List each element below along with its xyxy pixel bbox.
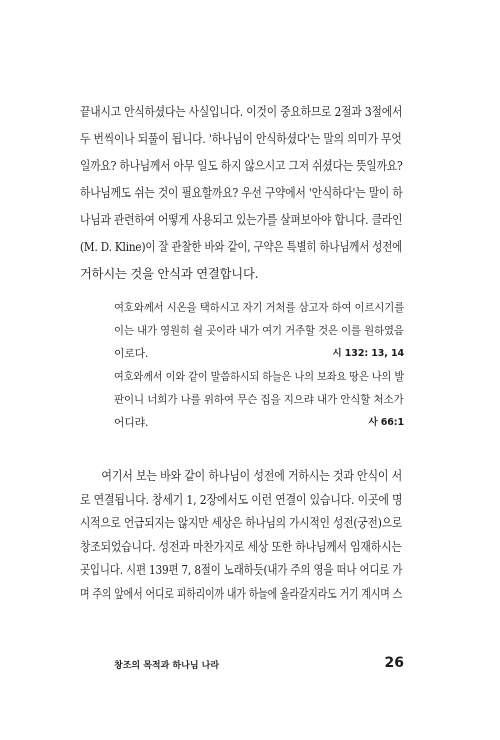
quote-line: 이는 내가 영원히 쉴 곳이라 내가 여기 거주할 것은 이를 원하였음: [114, 324, 404, 337]
quote-line-text: 어디랴.: [114, 416, 149, 429]
page-number: 26: [384, 655, 404, 671]
quote-line: [114, 411, 404, 434]
scripture-reference: 사 66:1: [368, 417, 404, 428]
text-line: 여기서 보는 바와 같이 하나님이 성전에 거하시는 것과 안식이 서: [101, 469, 403, 483]
text-line: 며 주의 앞에서 어디로 피하리이까 내가 하늘에 올라갈지라도 거기 계시며 스: [80, 586, 403, 601]
text-line: 두 번씩이나 되풀이 됩니다. '하나님이 안식하셨다'는 말의 의미가 무엇: [80, 132, 402, 146]
body-paragraph-2: [80, 465, 402, 606]
text-line: 끝내시고 안식하셨다는 사실입니다. 이것이 중요하므로 2절과 3절에서: [80, 105, 403, 119]
scripture-quote: [114, 296, 404, 434]
text-line: 시적으로 언급되지는 않지만 세상은 하나님의 가시적인 성전(궁전)으로: [80, 516, 403, 530]
running-title: 창조의 목적과 하나님 나라: [114, 661, 220, 671]
quote-line: [114, 342, 404, 365]
page-footer: [114, 655, 404, 675]
text-line: 일까요? 하나님께서 아무 일도 하지 않으시고 그저 쉬셨다는 뜻일까요?: [80, 159, 403, 173]
text-line: 하나님께도 쉬는 것이 필요할까요? 우선 구약에서 '안식하다'는 말이 하: [80, 186, 403, 200]
text-line: 거하시는 것을 안식과 연결합니다.: [80, 267, 259, 281]
text-line: 곳입니다. 시편 139편 7, 8절이 노래하듯(내가 주의 영을 떠나 어디로 가: [80, 563, 403, 577]
quote-line: 여호와께서 이와 같이 말씀하시되 하늘은 나의 보좌요 땅은 나의 발: [114, 370, 405, 383]
quote-line: 여호와께서 시온을 택하시고 자기 거처를 삼고자 하여 이르시기를: [114, 301, 405, 314]
quote-line-text: 이로다.: [114, 347, 149, 360]
text-line: 로 연결됩니다. 창세기 1, 2장에서도 이런 연결이 있습니다. 이곳에 명: [80, 492, 403, 507]
text-line: 창조되었습니다. 성전과 마찬가지로 세상 또한 하나님께서 임재하시는: [80, 539, 402, 554]
quote-line: 판이니 너희가 나를 위하여 무슨 집을 지으랴 내가 안식할 처소가: [114, 393, 404, 406]
body-paragraph-1: [80, 99, 402, 288]
text-line: (M. D. Kline)이 잘 관찰한 바와 같이, 구약은 특별히 하나님께서 성전에: [80, 240, 403, 254]
text-line: 나님과 관련하여 어떻게 사용되고 있는가를 살펴보아야 합니다. 클라인: [80, 213, 403, 227]
scripture-reference: 시 132: 13, 14: [332, 348, 404, 359]
